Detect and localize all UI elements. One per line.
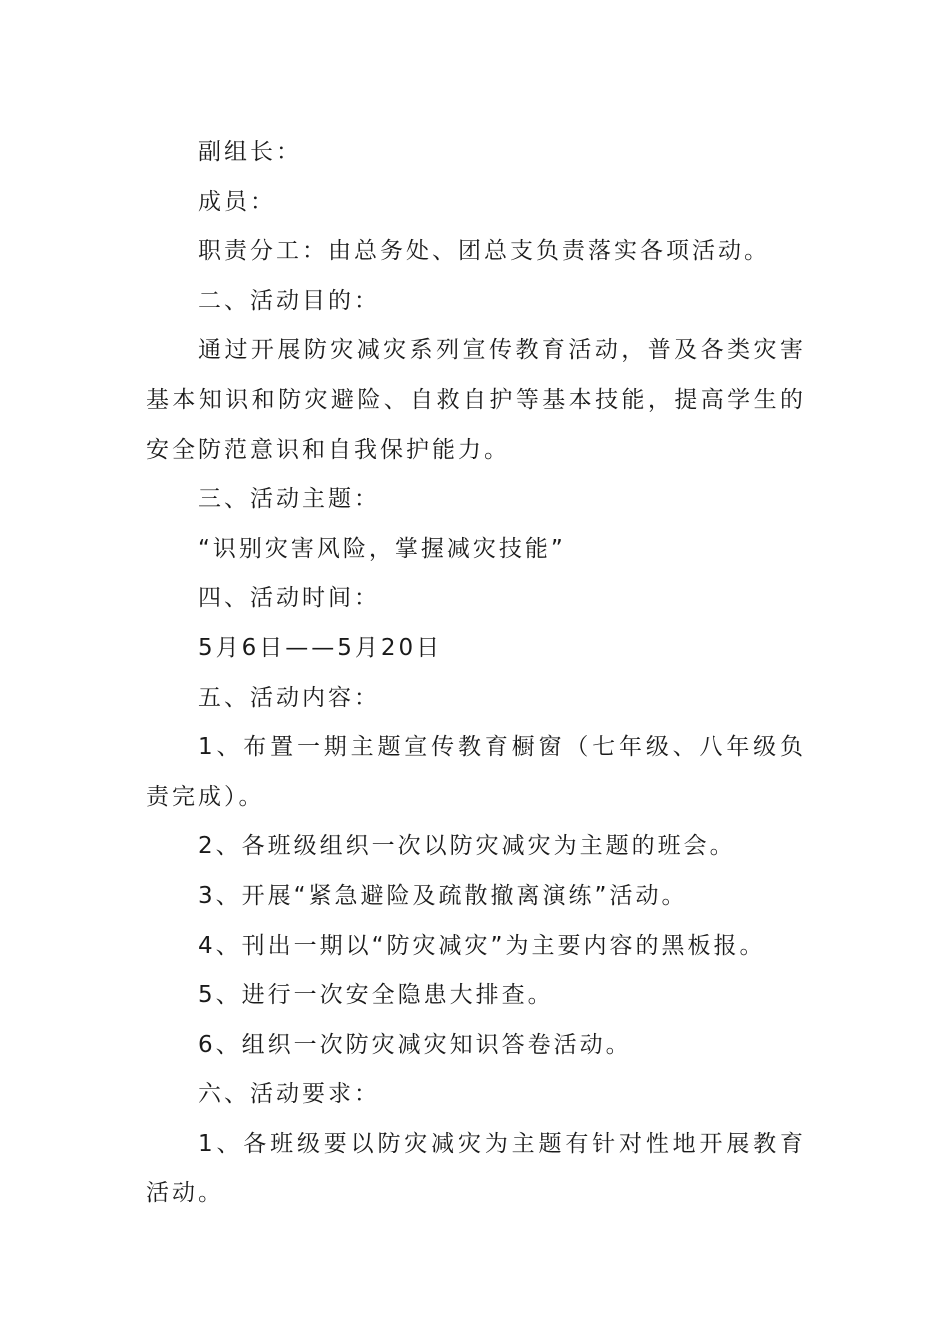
paragraph-deputy-leader: 副组长： [198,139,302,165]
content-item-2: 2、各班级组织一次以防灾减灾为主题的班会。 [198,833,736,860]
heading-activity-content: 五、活动内容： [198,684,380,711]
content-item-3: 3、开展“紧急避险及疏散撤离演练”活动。 [198,882,688,909]
paragraph-activity-purpose: 通过开展防灾减灾系列宣传教育活动，普及各类灾害基本知识和防灾避险、自救自护等基本技能，提高学生的安全防范意识和自我保护能力。 [146,337,806,463]
paragraph-activity-theme: “识别灾害风险，掌握减灾技能” [198,535,566,562]
heading-activity-purpose: 二、活动目的： [198,287,380,314]
document-body [146,128,806,1219]
paragraph-responsibilities: 职责分工：由总务处、团总支负责落实各项活动。 [198,238,770,265]
content-item-6: 6、组织一次防灾减灾知识答卷活动。 [198,1031,632,1058]
heading-activity-theme: 三、活动主题： [198,486,380,513]
content-item-1: 1、布置一期主题宣传教育橱窗（七年级、八年级负责完成）。 [146,734,806,810]
content-item-4: 4、刊出一期以“防灾减灾”为主要内容的黑板报。 [198,932,766,959]
content-item-5: 5、进行一次安全隐患大排查。 [198,982,554,1009]
heading-activity-time: 四、活动时间： [198,585,380,612]
requirement-item-1: 1、各班级要以防灾减灾为主题有针对性地开展教育活动。 [146,1130,806,1207]
paragraph-activity-time: 5月6日——5月20日 [198,634,443,661]
heading-activity-requirements: 六、活动要求： [198,1081,380,1108]
paragraph-members: 成员： [198,188,276,215]
